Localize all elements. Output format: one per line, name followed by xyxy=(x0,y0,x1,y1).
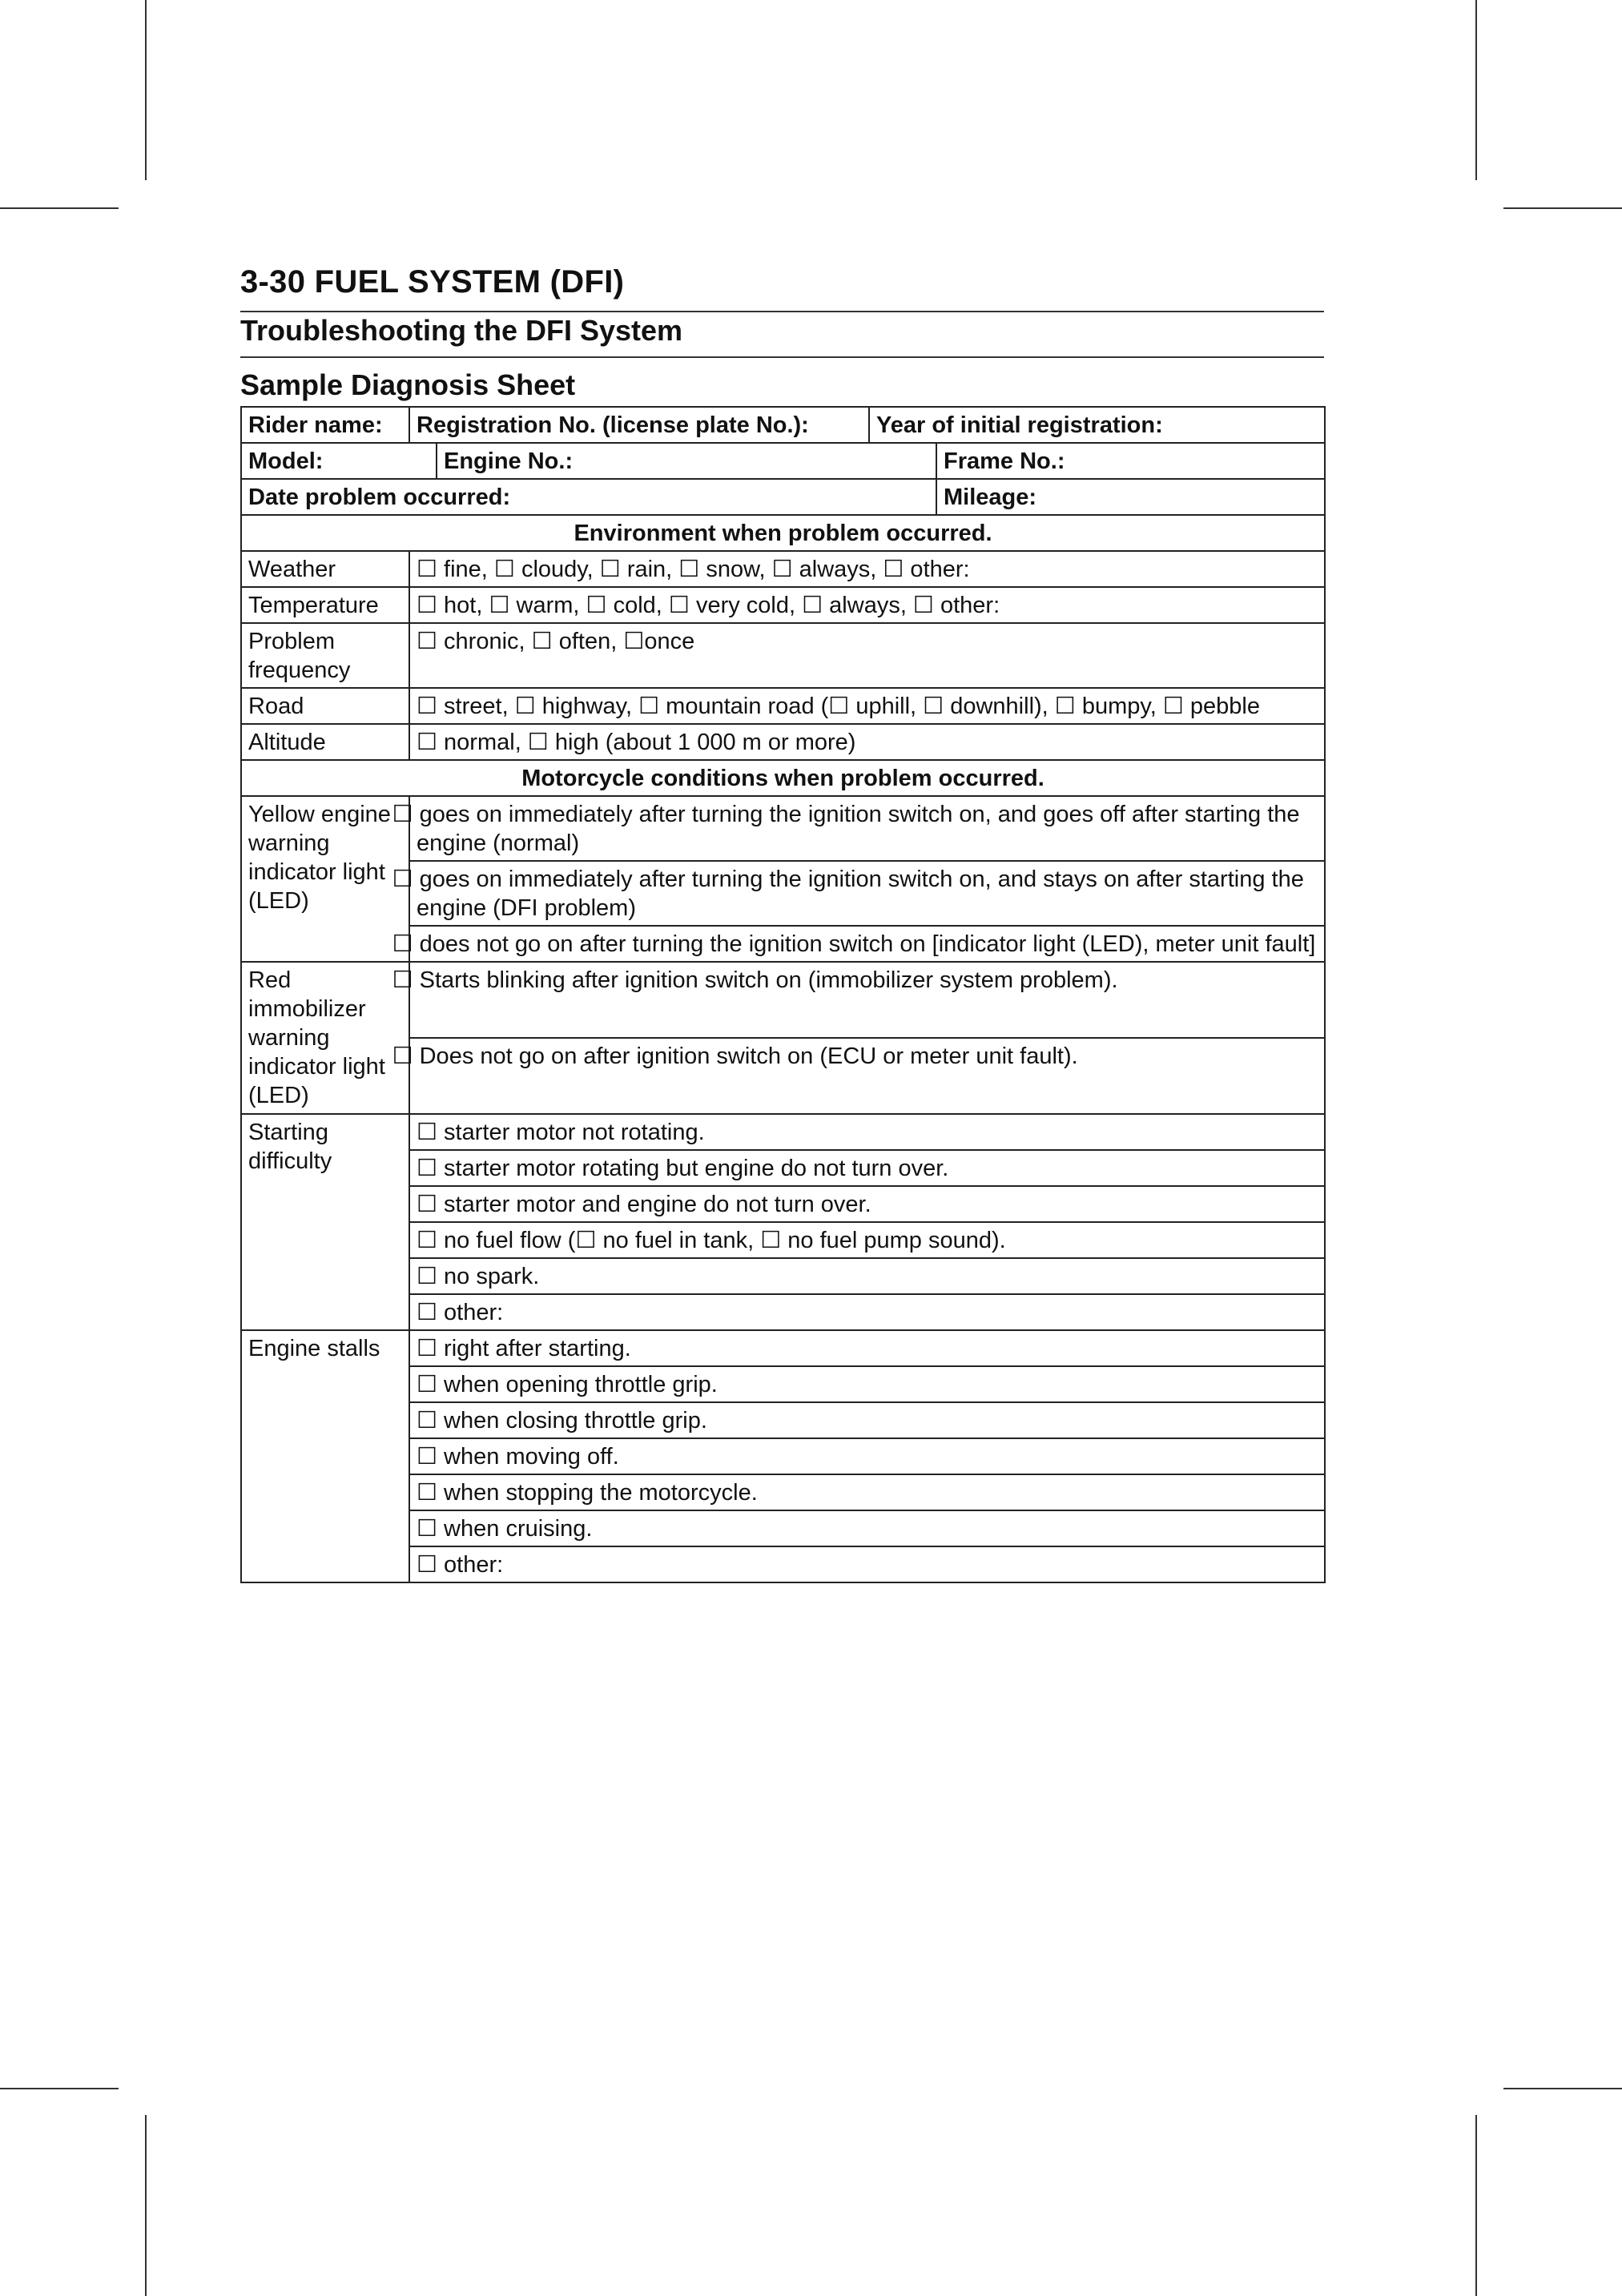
environment-options[interactable]: ☐ hot, ☐ warm, ☐ cold, ☐ very cold, ☐ always, ☐ other: xyxy=(409,587,1325,623)
header-row-1 xyxy=(241,407,1325,443)
yellow-indicator-option[interactable]: ☐ goes on immediately after turning the ignition switch on, and stays on after starting the engine (DFI problem) xyxy=(409,861,1325,926)
starting-difficulty-label: Starting difficulty xyxy=(241,1114,409,1330)
page-heading: 3-30 FUEL SYSTEM (DFI) xyxy=(240,264,625,300)
red-indicator-row xyxy=(241,962,1325,1038)
crop-mark xyxy=(1503,2088,1622,2089)
date-problem-field[interactable]: Date problem occurred: xyxy=(241,479,936,515)
environment-label: Problem frequency xyxy=(241,623,409,688)
yellow-indicator-label: Yellow engine warning indicator light (LED) xyxy=(241,796,409,962)
crop-mark xyxy=(0,207,119,209)
starting-option[interactable]: ☐ other: xyxy=(409,1294,1325,1330)
crop-mark xyxy=(1503,207,1622,209)
environment-row xyxy=(241,688,1325,724)
environment-row xyxy=(241,724,1325,760)
yellow-indicator-option[interactable]: ☐ does not go on after turning the ignition switch on [indicator light (LED), meter unit fault] xyxy=(409,926,1325,962)
rider-name-field[interactable]: Rider name: xyxy=(241,407,409,443)
motorcycle-heading-row xyxy=(241,760,1325,796)
stalls-option[interactable]: ☐ when stopping the motorcycle. xyxy=(409,1474,1325,1510)
environment-label: Weather xyxy=(241,551,409,587)
year-registration-field[interactable]: Year of initial registration: xyxy=(869,407,1325,443)
stalls-option[interactable]: ☐ right after starting. xyxy=(409,1330,1325,1366)
environment-row xyxy=(241,623,1325,688)
stalls-option[interactable]: ☐ other: xyxy=(409,1546,1325,1582)
environment-label: Temperature xyxy=(241,587,409,623)
yellow-indicator-row xyxy=(241,926,1325,962)
stalls-option[interactable]: ☐ when cruising. xyxy=(409,1510,1325,1546)
stalls-row xyxy=(241,1330,1325,1366)
stalls-option[interactable]: ☐ when closing throttle grip. xyxy=(409,1402,1325,1438)
environment-label: Altitude xyxy=(241,724,409,760)
engine-no-field[interactable]: Engine No.: xyxy=(437,443,936,479)
diagnosis-sheet-table xyxy=(240,406,1326,1583)
red-indicator-option[interactable]: ☐ Starts blinking after ignition switch on (immobilizer system problem). xyxy=(409,962,1325,1038)
red-indicator-option[interactable]: ☐ Does not go on after ignition switch on (ECU or meter unit fault). xyxy=(409,1038,1325,1114)
crop-mark xyxy=(1475,0,1477,180)
starting-option[interactable]: ☐ no spark. xyxy=(409,1258,1325,1294)
environment-row xyxy=(241,587,1325,623)
environment-options[interactable]: ☐ fine, ☐ cloudy, ☐ rain, ☐ snow, ☐ always, ☐ other: xyxy=(409,551,1325,587)
crop-mark xyxy=(1475,2115,1477,2296)
environment-options[interactable]: ☐ street, ☐ highway, ☐ mountain road (☐ uphill, ☐ downhill), ☐ bumpy, ☐ pebble xyxy=(409,688,1325,724)
header-row-2 xyxy=(241,443,1325,479)
crop-mark xyxy=(0,2088,119,2089)
stalls-option[interactable]: ☐ when opening throttle grip. xyxy=(409,1366,1325,1402)
motorcycle-heading: Motorcycle conditions when problem occurred. xyxy=(241,760,1325,796)
starting-option[interactable]: ☐ no fuel flow (☐ no fuel in tank, ☐ no fuel pump sound). xyxy=(409,1222,1325,1258)
crop-mark xyxy=(145,2115,147,2296)
starting-option[interactable]: ☐ starter motor not rotating. xyxy=(409,1114,1325,1150)
section-title: Troubleshooting the DFI System xyxy=(240,314,683,347)
red-indicator-label: Red immobilizer warning indicator light (LED) xyxy=(241,962,409,1114)
environment-row xyxy=(241,551,1325,587)
section-rule xyxy=(240,356,1324,358)
crop-mark xyxy=(145,0,147,180)
starting-option[interactable]: ☐ starter motor and engine do not turn over. xyxy=(409,1186,1325,1222)
heading-rule xyxy=(240,311,1324,312)
registration-no-field[interactable]: Registration No. (license plate No.): xyxy=(409,407,869,443)
frame-no-field[interactable]: Frame No.: xyxy=(936,443,1325,479)
mileage-field[interactable]: Mileage: xyxy=(936,479,1325,515)
starting-option[interactable]: ☐ starter motor rotating but engine do not turn over. xyxy=(409,1150,1325,1186)
stalls-option[interactable]: ☐ when moving off. xyxy=(409,1438,1325,1474)
engine-stalls-label: Engine stalls xyxy=(241,1330,409,1582)
header-row-3 xyxy=(241,479,1325,515)
yellow-indicator-row xyxy=(241,796,1325,861)
yellow-indicator-option[interactable]: ☐ goes on immediately after turning the ignition switch on, and goes off after starting the engine (normal) xyxy=(409,796,1325,861)
environment-label: Road xyxy=(241,688,409,724)
environment-options[interactable]: ☐ normal, ☐ high (about 1 000 m or more) xyxy=(409,724,1325,760)
starting-row xyxy=(241,1114,1325,1150)
model-field[interactable]: Model: xyxy=(241,443,437,479)
sheet-title: Sample Diagnosis Sheet xyxy=(240,368,576,401)
environment-heading-row xyxy=(241,515,1325,551)
environment-heading: Environment when problem occurred. xyxy=(241,515,1325,551)
environment-options[interactable]: ☐ chronic, ☐ often, ☐once xyxy=(409,623,1325,688)
